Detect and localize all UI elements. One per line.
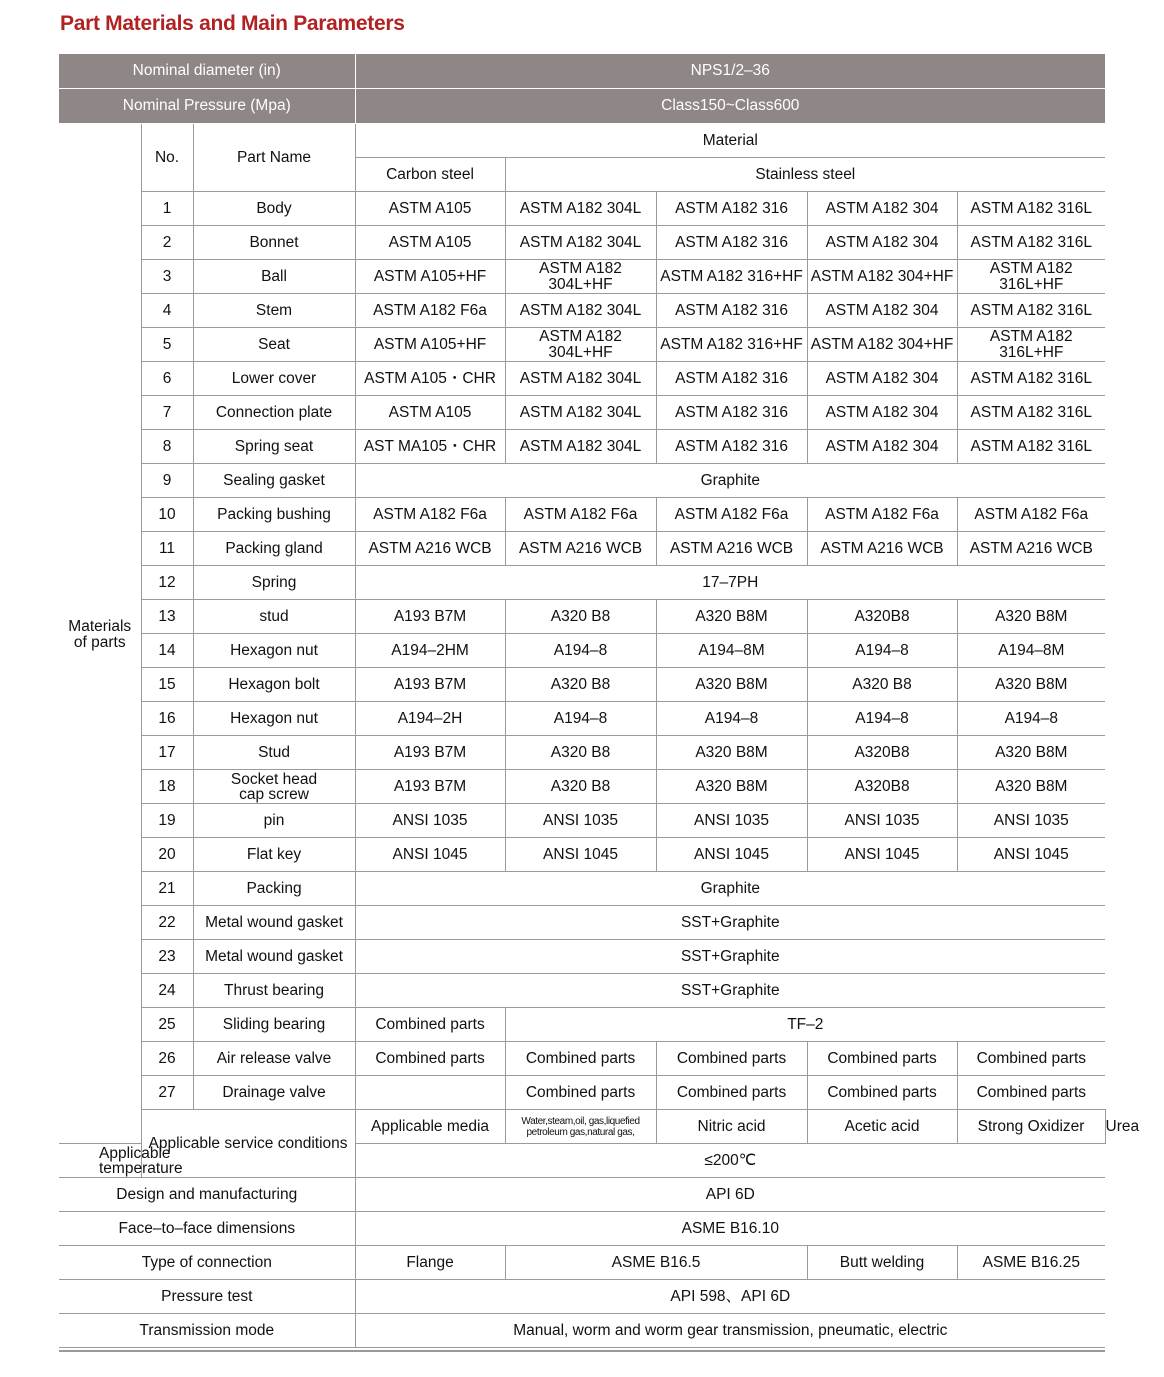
material-header-row [59,124,1105,158]
material-cell: ANSI 1035 [807,804,957,838]
material-cell: ASTM A182 304 [807,192,957,226]
table-row [59,192,1105,226]
material-cell: A194–8M [656,634,807,668]
material-cell: A194–2HM [355,634,505,668]
part-name: Stem [193,294,355,328]
material-cell: A320B8 [807,736,957,770]
part-name: Air release valve [193,1042,355,1076]
material-cell: A320 B8M [656,736,807,770]
table-row [59,940,1105,974]
part-name: Lower cover [193,362,355,396]
material-cell: A320B8 [807,770,957,804]
applicable-temperature-label: Applicable temperature [59,1144,141,1178]
bottom-rule [59,1350,1105,1352]
part-no: 19 [141,804,193,838]
table-row [59,532,1105,566]
table-row [59,362,1105,396]
material-cell: ASTM A182 316L [957,430,1105,464]
material-cell: ASTM A182 304L+HF [505,260,656,294]
material-cell: ASTM A182 304L [505,294,656,328]
pressure-test-value: API 598、API 6D [355,1280,1105,1314]
material-cell: ASTM A182 304L [505,362,656,396]
material-cell-span: SST+Graphite [355,906,1105,940]
part-no: 12 [141,566,193,600]
part-name: Hexagon bolt [193,668,355,702]
material-cell: ANSI 1035 [656,804,807,838]
material-cell: ASTM A182 316+HF [656,260,807,294]
transmission-mode-label: Transmission mode [59,1314,355,1348]
part-name: Metal wound gasket [193,940,355,974]
carbon-steel-header: Carbon steel [355,158,505,192]
material-cell: ANSI 1045 [807,838,957,872]
material-cell: ASTM A182 316L [957,294,1105,328]
material-cell: ASTM A182 304L+HF [505,328,656,362]
material-cell: A320 B8 [505,668,656,702]
material-cell: ASTM A216 WCB [355,532,505,566]
part-name: Sliding bearing [193,1008,355,1042]
material-cell: ASTM A216 WCB [957,532,1105,566]
media-cell: Strong Oxidizer [957,1110,1105,1144]
media-cell: Nitric acid [656,1110,807,1144]
material-cell: A320 B8M [656,668,807,702]
material-cell: ANSI 1035 [505,804,656,838]
connection-label: Type of connection [59,1246,355,1280]
part-name: Body [193,192,355,226]
material-cell: A194–8 [957,702,1105,736]
applicable-media-label: Applicable media [355,1110,505,1144]
material-cell: ASTM A182 316 [656,430,807,464]
table-row [59,838,1105,872]
material-cell: Combined parts [957,1042,1105,1076]
part-name: Hexagon nut [193,634,355,668]
material-cell: ANSI 1045 [656,838,807,872]
material-cell: ASTM A182 304+HF [807,260,957,294]
material-cell: ASTM A182 304 [807,362,957,396]
material-cell: ASTM A182 304 [807,396,957,430]
material-cell: A320 B8M [656,770,807,804]
material-cell: A320 B8M [957,736,1105,770]
part-name: Packing bushing [193,498,355,532]
material-cell: A193 B7M [355,668,505,702]
materials-group-label [59,124,141,1144]
material-cell: A193 B7M [355,770,505,804]
part-no: 4 [141,294,193,328]
nominal-pressure-row [59,89,1105,124]
materials-group-text: Materials of parts [68,617,132,651]
table-row [59,498,1105,532]
design-manufacturing [59,1178,1105,1212]
table-row [59,1042,1105,1076]
no-header: No. [141,124,193,192]
part-no: 26 [141,1042,193,1076]
material-cell: Combined parts [505,1042,656,1076]
part-name: stud [193,600,355,634]
material-cell: A320 B8 [505,600,656,634]
table-row [59,872,1105,906]
material-cell: ASTM A105 [355,192,505,226]
material-cell: ASTM A182 F6a [355,498,505,532]
temperature-value: ≤200℃ [355,1144,1105,1178]
part-no: 16 [141,702,193,736]
table-row [59,396,1105,430]
part-name: Drainage valve [193,1076,355,1110]
nominal-diameter-value: NPS1/2–36 [355,54,1105,89]
nominal-pressure-value: Class150~Class600 [355,89,1105,124]
material-cell: A194–8 [505,702,656,736]
table-row [59,464,1105,498]
part-no: 20 [141,838,193,872]
material-cell: ASTM A182 F6a [957,498,1105,532]
material-cell: ASTM A216 WCB [656,532,807,566]
part-no: 6 [141,362,193,396]
material-cell: A193 B7M [355,600,505,634]
media-cell: Water,steam,oil, gas,liquefied petroleum gas,natural gas, [505,1110,656,1144]
part-name: Connection plate [193,396,355,430]
part-no: 5 [141,328,193,362]
table-row [59,736,1105,770]
material-cell: AST MA105・CHR [355,430,505,464]
material-cell: A194–8 [656,702,807,736]
table-row [59,294,1105,328]
material-cell-span: Graphite [355,872,1105,906]
table-row [59,328,1105,362]
table-row [59,770,1105,804]
face-to-face [59,1212,1105,1246]
material-cell: A194–8 [807,702,957,736]
part-name: Flat key [193,838,355,872]
part-name: pin [193,804,355,838]
material-cell: A320 B8M [957,668,1105,702]
table-row [59,600,1105,634]
table-row [59,260,1105,294]
part-name: Bonnet [193,226,355,260]
part-no: 17 [141,736,193,770]
material-cell: Combined parts [656,1076,807,1110]
table-row [59,566,1105,600]
material-cell: ASTM A182 304L [505,192,656,226]
part-name: Stud [193,736,355,770]
nominal-pressure-label: Nominal Pressure (Mpa) [59,89,355,124]
material-cell: ASTM A182 304+HF [807,328,957,362]
material-cell: ASTM A182 316 [656,192,807,226]
part-no: 25 [141,1008,193,1042]
material-cell: ASTM A182 316L [957,226,1105,260]
material-cell: Combined parts [656,1042,807,1076]
material-cell: ASTM A182 F6a [656,498,807,532]
material-cell: ASTM A182 304L [505,430,656,464]
service-conditions-label: Applicable service conditions [141,1110,355,1178]
transmission-mode [59,1314,1105,1348]
material-cell: A320 B8 [505,770,656,804]
design-manufacturing-label: Design and manufacturing [59,1178,355,1212]
table-row [59,1076,1105,1110]
connection-flange: Flange [355,1246,505,1280]
material-cell: ANSI 1035 [355,804,505,838]
pressure-test-label: Pressure test [59,1280,355,1314]
material-cell: ASTM A182 304L [505,396,656,430]
material-cell: A194–8 [505,634,656,668]
material-cell: ASTM A182 316 [656,294,807,328]
part-no: 3 [141,260,193,294]
material-cell: ASTM A182 316 [656,226,807,260]
material-cell: ANSI 1045 [957,838,1105,872]
material-cell: ANSI 1045 [355,838,505,872]
pressure-test [59,1280,1105,1314]
part-no: 11 [141,532,193,566]
part-no: 24 [141,974,193,1008]
face-to-face-label: Face–to–face dimensions [59,1212,355,1246]
material-cell: A320 B8 [807,668,957,702]
table-row [59,804,1105,838]
design-manufacturing-value: API 6D [355,1178,1105,1212]
material-cell: ASTM A105+HF [355,260,505,294]
material-cell-span: Graphite [355,464,1105,498]
material-cell: ANSI 1045 [505,838,656,872]
part-name: Seat [193,328,355,362]
part-name: Spring seat [193,430,355,464]
part-name: Packing gland [193,532,355,566]
material-cell: ASTM A182 304 [807,226,957,260]
nominal-diameter-label: Nominal diameter (in) [59,54,355,89]
part-no: 2 [141,226,193,260]
part-name: Ball [193,260,355,294]
material-cell: ASTM A105 [355,396,505,430]
table-row [59,430,1105,464]
material-cell: ASTM A182 316 [656,362,807,396]
service-media-row: Applicable service conditions Applicable media Water,steam,oil, gas,liquefied petroleum gas,natural gas, Nitric acid Acetic acid Strong Oxidizer Urea [59,1110,1105,1144]
material-cell: ASTM A182 316L+HF [957,328,1105,362]
part-name-header: Part Name [193,124,355,192]
material-cell-span: SST+Graphite [355,940,1105,974]
part-no: 14 [141,634,193,668]
part-no: 7 [141,396,193,430]
part-no: 13 [141,600,193,634]
material-cell: A194–8 [807,634,957,668]
material-cell: A194–2H [355,702,505,736]
material-cell: ASTM A216 WCB [505,532,656,566]
connection-butt: Butt welding [807,1246,957,1280]
page-title: Part Materials and Main Parameters [60,12,405,35]
connection-row [59,1246,1105,1280]
material-cell: ANSI 1035 [957,804,1105,838]
table-row [59,974,1105,1008]
part-name: Sealing gasket [193,464,355,498]
material-cell: ASTM A182 F6a [807,498,957,532]
material-cell: Combined parts [957,1076,1105,1110]
part-no: 22 [141,906,193,940]
material-cell: Combined parts [355,1008,505,1042]
part-name: Socket head cap screw [193,770,355,804]
material-cell: A320 B8M [656,600,807,634]
material-cell: A193 B7M [355,736,505,770]
material-cell: ASTM A182 F6a [355,294,505,328]
material-cell: Combined parts [807,1076,957,1110]
part-no: 9 [141,464,193,498]
material-cell: ASTM A105+HF [355,328,505,362]
part-no: 1 [141,192,193,226]
material-cell: A320 B8M [957,770,1105,804]
material-cell: ASTM A182 316 [656,396,807,430]
material-cell: A320B8 [807,600,957,634]
material-cell: ASTM A182 304 [807,294,957,328]
material-cell: ASTM A182 F6a [505,498,656,532]
material-cell: Combined parts [505,1076,656,1110]
material-cell [355,1076,505,1110]
stainless-steel-header: Stainless steel [505,158,1105,192]
table-row [59,702,1105,736]
part-no: 23 [141,940,193,974]
nominal-diameter-row [59,54,1105,89]
material-cell: Combined parts [355,1042,505,1076]
material-cell-span: 17–7PH [355,566,1105,600]
part-name: Metal wound gasket [193,906,355,940]
material-cell: ASTM A182 316+HF [656,328,807,362]
material-cell-span: SST+Graphite [355,974,1105,1008]
part-no: 8 [141,430,193,464]
face-to-face-value: ASME B16.10 [355,1212,1105,1246]
material-cell: A320 B8M [957,600,1105,634]
connection-butt-std: ASME B16.25 [957,1246,1105,1280]
material-header: Material [355,124,1105,158]
part-name: Packing [193,872,355,906]
material-cell: ASTM A182 304 [807,430,957,464]
material-cell: ASTM A182 304L [505,226,656,260]
material-cell: Combined parts [807,1042,957,1076]
transmission-mode-value: Manual, worm and worm gear transmission, pneumatic, electric [355,1314,1105,1348]
material-cell: A194–8M [957,634,1105,668]
material-cell: A320 B8 [505,736,656,770]
materials-table [59,53,1140,1348]
media-cell: Acetic acid [807,1110,957,1144]
connection-flange-std: ASME B16.5 [505,1246,807,1280]
table-row [59,634,1105,668]
material-cell: ASTM A105 [355,226,505,260]
part-no: 21 [141,872,193,906]
part-no: 10 [141,498,193,532]
table-row [59,668,1105,702]
part-name: Hexagon nut [193,702,355,736]
material-cell-span: TF–2 [505,1008,1105,1042]
material-cell: ASTM A182 316L+HF [957,260,1105,294]
table-row [59,1008,1105,1042]
part-no: 15 [141,668,193,702]
part-name: Spring [193,566,355,600]
material-cell: ASTM A182 316L [957,362,1105,396]
part-name: Thrust bearing [193,974,355,1008]
part-no: 18 [141,770,193,804]
material-cell: ASTM A182 316L [957,396,1105,430]
part-no: 27 [141,1076,193,1110]
material-cell: ASTM A182 316L [957,192,1105,226]
material-cell: ASTM A216 WCB [807,532,957,566]
material-cell: ASTM A105・CHR [355,362,505,396]
table-row [59,906,1105,940]
table-row [59,226,1105,260]
